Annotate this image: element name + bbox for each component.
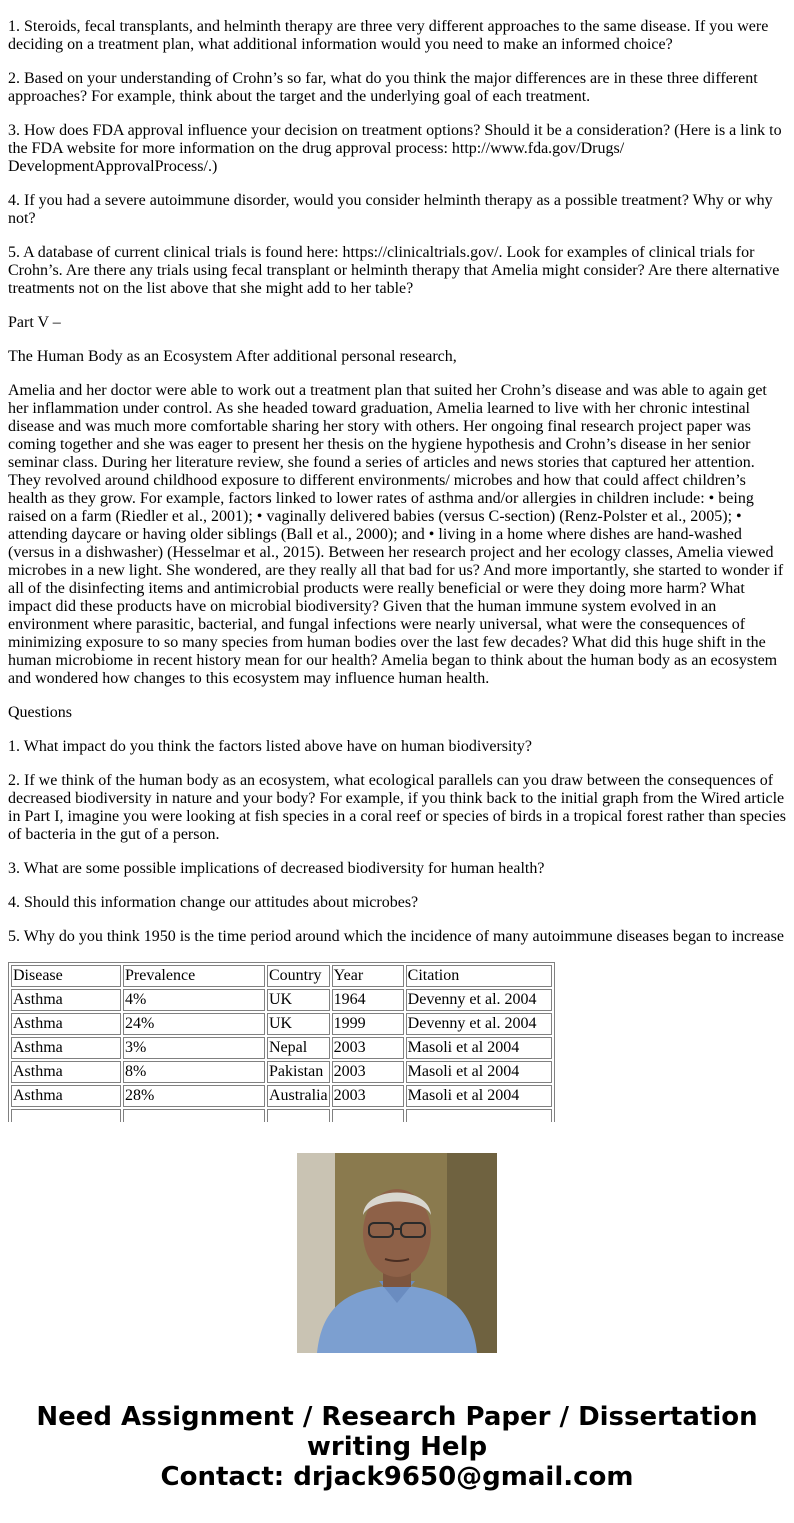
part5-question-2: 2. If we think of the human body as an ecosystem, what ecological parallels can you draw between the consequences of decreased biodiversity in nature and your body? For example, if you think back to the initial graph from the Wired article in Part I, imagine you were looking at fish species in a coral reef or species of birds in a tropical forest rather than species of bacteria in the gut of a person. [8, 772, 786, 843]
table-cell: 1964 [332, 989, 404, 1011]
table-cell: Devenny et al. 2004 [406, 989, 552, 1011]
table-header-row [11, 965, 552, 987]
header-cell: Country [267, 965, 330, 987]
table-cell: Masoli et al 2004 [406, 1085, 552, 1107]
header-cell: Year [332, 965, 404, 987]
promo-contact: Contact: drjack9650@gmail.com [160, 1462, 634, 1492]
question-4: 4. If you had a severe autoimmune disorder, would you consider helminth therapy as a possible treatment? Why or why not? [8, 192, 773, 227]
table-cell: Nepal [267, 1037, 330, 1059]
question-5: 5. A database of current clinical trials is found here: https://clinicaltrials.gov/. Look for examples of clinical trials for Crohn’s. Are there any trials using fecal transplant or helminth therapy that Amelia might consider? Are there alternative treatments not on the list above that she might add to her table? [8, 244, 780, 297]
table-row [11, 989, 552, 1011]
table-cell: Asthma [11, 1013, 121, 1035]
table-cell: 3% [123, 1037, 265, 1059]
question-3: 3. How does FDA approval influence your decision on treatment options? Should it be a consideration? (Here is a link to the FDA website for more information on the drug approval process: http://www.fda.gov/Drugs/ DevelopmentApprovalProcess/.) [8, 122, 782, 175]
cut-heading [8, 0, 788, 2]
part-heading: Part V – [8, 314, 61, 331]
table-cell: 4% [123, 989, 265, 1011]
table-row [11, 1013, 552, 1035]
header-cell: Citation [406, 965, 552, 987]
table-cell: Asthma [11, 1061, 121, 1083]
table-cell: Pakistan [267, 1061, 330, 1083]
promo-footer [0, 1122, 794, 1523]
table-cell: Asthma [11, 1085, 121, 1107]
part5-question-5: 5. Why do you think 1950 is the time period around which the incidence of many autoimmune diseases began to increase [8, 928, 784, 945]
part5-question-3: 3. What are some possible implications of decreased biodiversity for human health? [8, 860, 545, 877]
table-cell: Asthma [11, 989, 121, 1011]
part5-question-1: 1. What impact do you think the factors listed above have on human biodiversity? [8, 738, 533, 755]
table-cell: Australia [267, 1085, 330, 1107]
question-2: 2. Based on your understanding of Crohn’s so far, what do you think the major differences are in these three different approaches? For example, think about the target and the underlying goal of each treatment. [8, 70, 758, 105]
avatar [297, 1153, 497, 1353]
header-cell: Disease [11, 965, 121, 987]
table-cell: Masoli et al 2004 [406, 1037, 552, 1059]
table-cell: 2003 [332, 1085, 404, 1107]
header-cell: Prevalence [123, 965, 265, 987]
table-row [11, 1061, 552, 1083]
table-cell: Devenny et al. 2004 [406, 1013, 552, 1035]
table-row [11, 1085, 552, 1107]
table-cell: Masoli et al 2004 [406, 1061, 552, 1083]
part-subheading: The Human Body as an Ecosystem After additional personal research, [8, 348, 457, 365]
promo-line-1: Need Assignment / Research Paper / Dissertation [36, 1402, 758, 1432]
part5-question-4: 4. Should this information change our attitudes about microbes? [8, 894, 419, 911]
portrait-illustration [297, 1153, 497, 1353]
table-row [11, 1037, 552, 1059]
table-cell: 8% [123, 1061, 265, 1083]
table-cell: 24% [123, 1013, 265, 1035]
promo-line-2: writing Help [306, 1432, 488, 1462]
table-cell: UK [267, 989, 330, 1011]
table-cell: 2003 [332, 1037, 404, 1059]
table-cell: 28% [123, 1085, 265, 1107]
document-body [8, 0, 788, 1122]
table-cell: 1999 [332, 1013, 404, 1035]
table-cell: Asthma [11, 1037, 121, 1059]
promo-text [0, 1402, 794, 1492]
table-cell: UK [267, 1013, 330, 1035]
questions-heading: Questions [8, 704, 72, 721]
table-cell: 2003 [332, 1061, 404, 1083]
question-1: 1. Steroids, fecal transplants, and helminth therapy are three very different approaches to the same disease. If you were deciding on a treatment plan, what additional information would you need to make an informed choice? [8, 18, 769, 53]
narrative-paragraph: Amelia and her doctor were able to work out a treatment plan that suited her Crohn’s disease and was able to again get her inflammation under control. As she headed toward graduation, Amelia learned to live with her chronic intestinal disease and was much more comfortable sharing her story with others. Her ongoing final research project paper was coming together and she was eager to present her thesis on the hygiene hypothesis and Crohn’s disease in her senior seminar class. During her literature review, she found a series of articles and news stories that captured her attention. They revolved around childhood exposure to different environments/ microbes and how that could affect children’s health as they grow. For example, factors linked to lower rates of asthma and/or allergies in children include: • being raised on a farm (Riedler et al., 2001); • vaginally delivered babies (versus C-section) (Renz-Polster et al., 2005); • attending daycare or having older siblings (Ball et al., 2000); and • living in a home where dishes are hand-washed (versus in a dishwasher) (Hesselmar et al., 2015). Between her research project and her ecology classes, Amelia viewed microbes in a new light. She wondered, are they really all that bad for us? And more importantly, she started to wonder if all of the disinfecting items and antimicrobial products were really beneficial or were they doing more harm? What impact did these products have on microbial biodiversity? Given that the human immune system evolved in an environment where parasitic, bacterial, and fungal infections were nearly universal, what were the consequences of minimizing exposure to so many species from human bodies over the last few decades? What did this huge shift in the human microbiome in recent history mean for our health? Amelia began to think about the human body as an ecosystem and wondered how changes to this ecosystem may influence human health. [8, 382, 784, 687]
